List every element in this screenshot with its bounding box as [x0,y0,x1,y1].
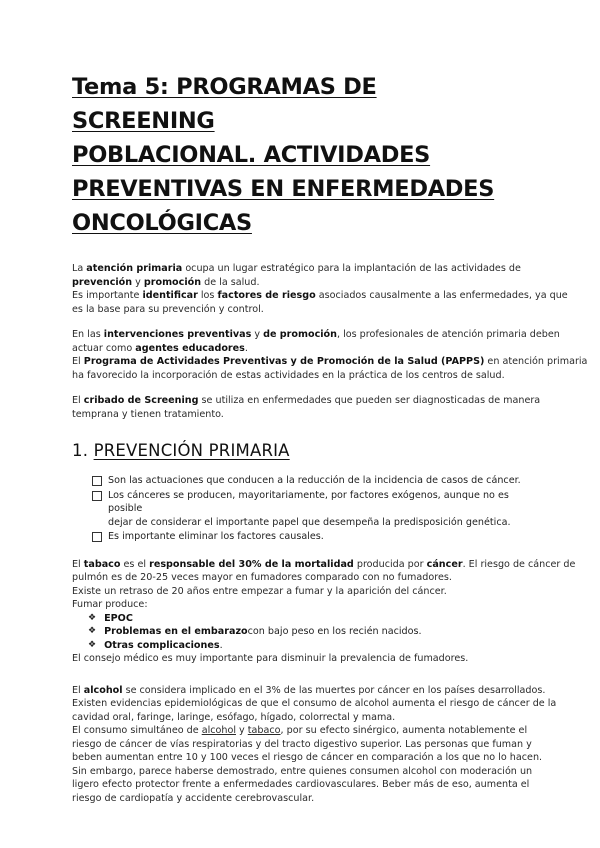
list-item: Los cánceres se producen, mayoritariamente, por factores exógenos, aunque no es posible dejar de considerar el importante papel que desempeña la predisposición genética. [92,489,524,530]
title-line: PREVENTIVAS EN ENFERMEDADES [72,176,495,202]
paragraph-intervenciones: En las intervenciones preventivas y de promoción, los profesionales de atención primaria deben actuar como agentes educadores. El Programa de Actividades Preventivas y de Promoción de la Salud (PAPPS) en atención primaria ha favorecido la incorporación de estas actividades en la práctica de los centros de salud. [72,329,588,381]
paragraph-tabaco: El tabaco es el responsable del 30% de la mortalidad producida por cáncer. El riesgo de cáncer de pulmón es de 20-25 veces mayor en fumadores comparado con no fumadores. Existe un retraso de 20 años entre empezar a fumar y la aparición del cáncer. Fumar produce: [72,558,576,610]
section-label: PREVENCIÓN PRIMARIA [93,441,290,460]
section-number: 1. [72,441,94,460]
paragraph-cribado: El cribado de Screening se utiliza en enfermedades que pueden ser diagnosticadas de manera temprana y tienen tratamiento. [72,395,541,420]
diamond-bullet-icon: ❖ [88,626,97,636]
paragraph-atencion-primaria: La atención primaria ocupa un lugar estratégico para la implantación de las actividades de prevención y promoción de la salud. Es importante identificar los factores de riesgo asociados causalmente a las enfermedades, ya que es la base para su prevención y control. [72,263,568,315]
list-item: ❖ Problemas en el embarazo con bajo peso en los recién nacidos. [88,626,422,637]
checkbox-icon [92,491,102,501]
checkbox-icon [92,476,102,486]
diamond-bullet-icon: ❖ [88,639,97,650]
document-title [72,70,524,240]
paragraph-consejo-medico: El consejo médico es muy importante para disminuir la prevalencia de fumadores. [72,653,469,664]
list-item: ❖ EPOC [88,612,133,624]
list-item: Es importante eliminar los factores causales. [92,530,524,544]
list-item: ❖ Otras complicaciones . [88,639,223,651]
diamond-bullet-list [88,612,524,653]
title-line: ONCOLÓGICAS [72,210,252,236]
title-line: Tema 5: PROGRAMAS DE SCREENING [72,74,377,134]
checkbox-icon [92,532,102,542]
diamond-bullet-icon: ❖ [88,612,97,623]
paragraph-alcohol: El alcohol se considera implicado en el 3% de las muertes por cáncer en los países desarrollados. Existen evidencias epidemiológicas de que el consumo de alcohol aumenta el riesgo de cáncer de la cavidad oral, faringe, laringe, esófago, hígado, colorrectal y mama. El consumo simultáneo de alcohol y tabaco, por su efecto sinérgico, aumenta notablemente el riesgo de cáncer de vías respiratorias y del tracto digestivo superior. Las personas que fuman y beben aumentan entre 10 y 100 veces el riesgo de cáncer en comparación a los que no lo hacen. Sin embargo, parece haberse demostrado, entre quienes consumen alcohol con moderación un ligero efecto protector frente a enfermedades cardiovasculares. Beber más de eso, aumenta el riesgo de cardiopatía y accidente cerebrovascular. [72,684,557,804]
document-page [72,70,588,817]
section-heading-prevencion-primaria [72,441,524,460]
list-item: Son las actuaciones que conducen a la reducción de la incidencia de casos de cáncer. [92,474,524,488]
title-line: POBLACIONAL. ACTIVIDADES [72,142,431,168]
checkbox-list [92,474,524,544]
